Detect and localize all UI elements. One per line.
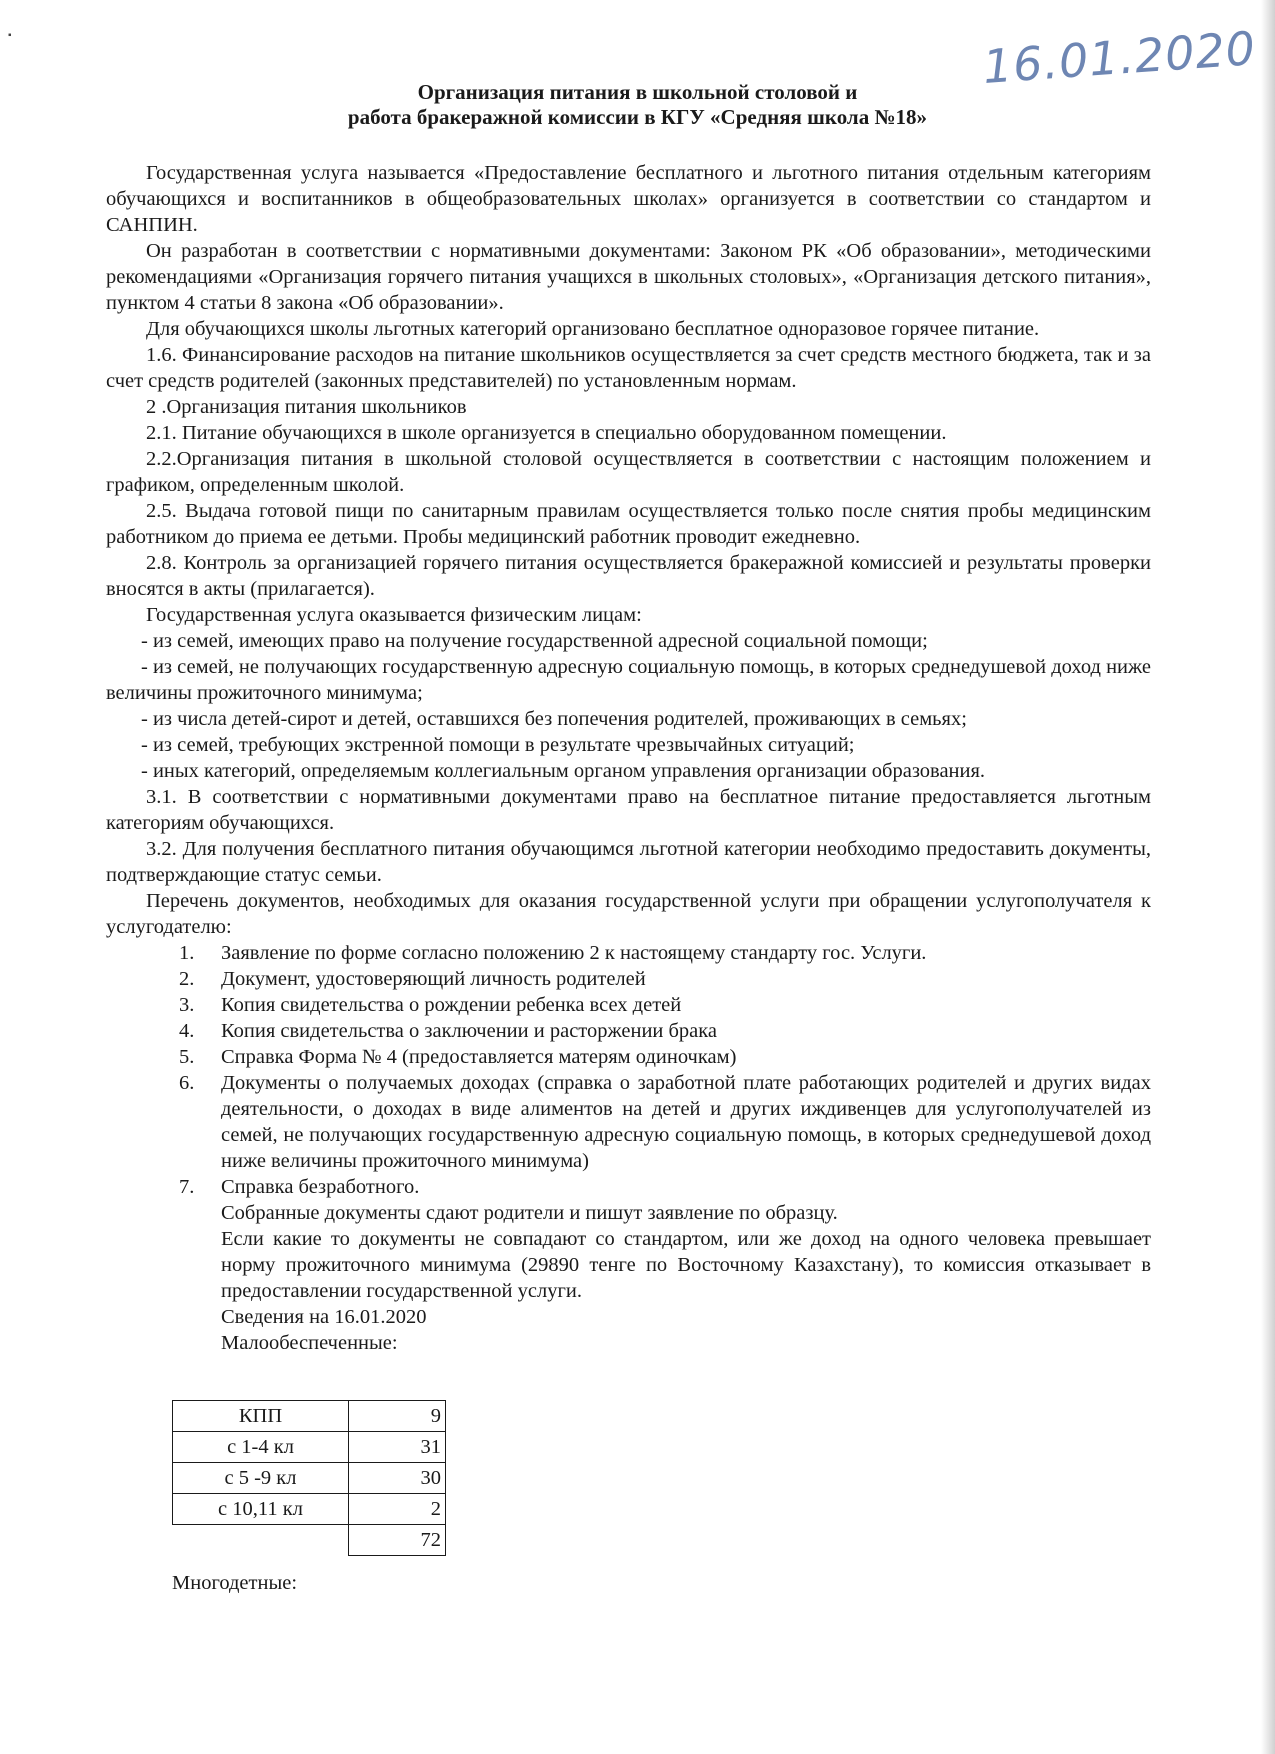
list-item	[106, 1070, 1151, 1174]
title-line-2: работа бракеражной комиссии в КГУ «Средняя школа №18»	[347, 105, 928, 129]
table-row	[173, 1494, 446, 1525]
table-cell-value: 2	[349, 1494, 446, 1525]
paragraph: Перечень документов, необходимых для оказания государственной услуги при обращении услугополучателя к услугодателю:	[106, 890, 1151, 938]
table-row	[173, 1432, 446, 1463]
list-item	[106, 940, 1151, 966]
paragraph: 2.8. Контроль за организацией горячего питания осуществляется бракеражной комиссией и результаты проверки вносятся в акты (прилагается).	[106, 552, 1151, 600]
paragraph: Если какие то документы не совпадают со стандартом, или же доход на одного человека превышает норму прожиточного минимума (29890 тенге по Восточному Казахстану), то комиссия отказывает в предоставлении государственной услуги.	[221, 1228, 1151, 1302]
paragraph: 3.1. В соответствии с нормативными документами право на бесплатное питание предоставляется льготным категориям обучающихся.	[106, 786, 1151, 834]
paragraph: 3.2. Для получения бесплатного питания обучающимся льготной категории необходимо предоставить документы, подтверждающие статус семьи.	[106, 838, 1151, 886]
list-item	[106, 1044, 1151, 1070]
list-item: - из семей, имеющих право на получение государственной адресной социальной помощи;	[141, 630, 928, 652]
title-line-1: Организация питания в школьной столовой и	[417, 80, 858, 104]
info-date-line: Сведения на 16.01.2020	[221, 1306, 427, 1328]
table-total-row	[173, 1525, 446, 1556]
list-item: - из семей, требующих экстренной помощи в результате чрезвычайных ситуаций;	[141, 734, 855, 756]
list-item: - из числа детей-сирот и детей, оставшихся без попечения родителей, проживающих в семьях;	[141, 708, 967, 730]
list-item: - иных категорий, определяемым коллегиальным органом управления организации образования.	[141, 760, 986, 782]
scan-edge-shadow	[1261, 0, 1275, 1754]
list-item-text: Копия свидетельства о заключении и расторжении брака	[221, 1020, 718, 1042]
paragraph: Он разработан в соответствии с нормативными документами: Законом РК «Об образовании», методическими рекомендациями «Организация горячего питания учащихся в школьных столовых», «Организация детского питания», пунктом 4 статьи 8 закона «Об образовании».	[106, 240, 1151, 314]
after-list-block	[106, 1200, 1151, 1356]
table-cell-category: КПП	[173, 1401, 349, 1432]
list-number: 6.	[179, 1072, 195, 1094]
paragraph: Собранные документы сдают родители и пишут заявление по образцу.	[221, 1202, 838, 1224]
list-item-text: Заявление по форме согласно положению 2 к настоящему стандарту гос. Услуги.	[221, 942, 927, 964]
list-item	[106, 992, 1151, 1018]
paragraph: 2.2.Организация питания в школьной столовой осуществляется в соответствии с настоящим положением и графиком, определенным школой.	[106, 448, 1151, 496]
table-cell-value: 31	[349, 1432, 446, 1463]
documents-list	[106, 940, 1151, 1200]
table-cell-category: с 5 -9 кл	[173, 1463, 349, 1494]
list-item: - из семей, не получающих государственную адресную социальную помощь, в которых среднедушевой доход ниже величины прожиточного минимума;	[106, 656, 1152, 704]
list-number: 5.	[179, 1046, 195, 1068]
table-caption: Малообеспеченные:	[221, 1332, 398, 1354]
handwritten-date: 16.01.2020	[981, 20, 1258, 94]
scan-speck: ▪	[8, 30, 12, 41]
list-number: 4.	[179, 1020, 195, 1042]
list-item	[106, 966, 1151, 992]
table-cell-category: с 1-4 кл	[173, 1432, 349, 1463]
table-cell-empty	[173, 1525, 349, 1556]
large-families-label: Многодетные:	[172, 1572, 298, 1594]
paragraph: Государственная услуга называется «Предоставление бесплатного и льготного питания отдельным категориям обучающихся и воспитанников в общеобразовательных школах» организуется в соответствии со стандартом и САНПИН.	[106, 162, 1151, 236]
paragraph: 1.6. Финансирование расходов на питание школьников осуществляется за счет средств местного бюджета, так и за счет средств родителей (законных представителей) по установленным нормам.	[106, 344, 1151, 392]
list-item-text: Документ, удостоверяющий личность родителей	[221, 968, 646, 990]
table-cell-value: 9	[349, 1401, 446, 1432]
section-heading: 2 .Организация питания школьников	[146, 396, 467, 418]
table-row	[173, 1463, 446, 1494]
table-cell-category: с 10,11 кл	[173, 1494, 349, 1525]
list-number: 7.	[179, 1176, 195, 1198]
list-item-text: Копия свидетельства о рождении ребенка всех детей	[221, 994, 682, 1016]
table-cell-value: 30	[349, 1463, 446, 1494]
list-item-text: Справка Форма № 4 (предоставляется матерям одиночкам)	[221, 1046, 737, 1068]
paragraph: Государственная услуга оказывается физическим лицам:	[146, 604, 642, 626]
low-income-table	[172, 1400, 446, 1556]
paragraph: 2.5. Выдача готовой пищи по санитарным правилам осуществляется только после снятия пробы медицинским работником до приема ее детьми. Пробы медицинский работник проводит ежедневно.	[106, 500, 1151, 548]
list-number: 1.	[179, 942, 195, 964]
paragraph: Для обучающихся школы льготных категорий организовано бесплатное одноразовое горячее питание.	[146, 318, 1040, 340]
list-item	[106, 1174, 1151, 1200]
document-title	[0, 80, 1275, 130]
list-number: 3.	[179, 994, 195, 1016]
list-item	[106, 1018, 1151, 1044]
table-total-value: 72	[349, 1525, 446, 1556]
list-item-text: Справка безработного.	[221, 1176, 420, 1198]
list-item-text: Документы о получаемых доходах (справка о заработной плате работающих родителей и других видах деятельности, о доходах в виде алиментов на детей и других иждивенцев для услугополучателей из семей, не получающих государственную адресную социальную помощь, в которых среднедушевой доход ниже величины прожиточного минимума)	[221, 1072, 1151, 1172]
document-body	[106, 160, 1151, 1356]
list-number: 2.	[179, 968, 195, 990]
table-row	[173, 1401, 446, 1432]
paragraph: 2.1. Питание обучающихся в школе организуется в специально оборудованном помещении.	[146, 422, 947, 444]
